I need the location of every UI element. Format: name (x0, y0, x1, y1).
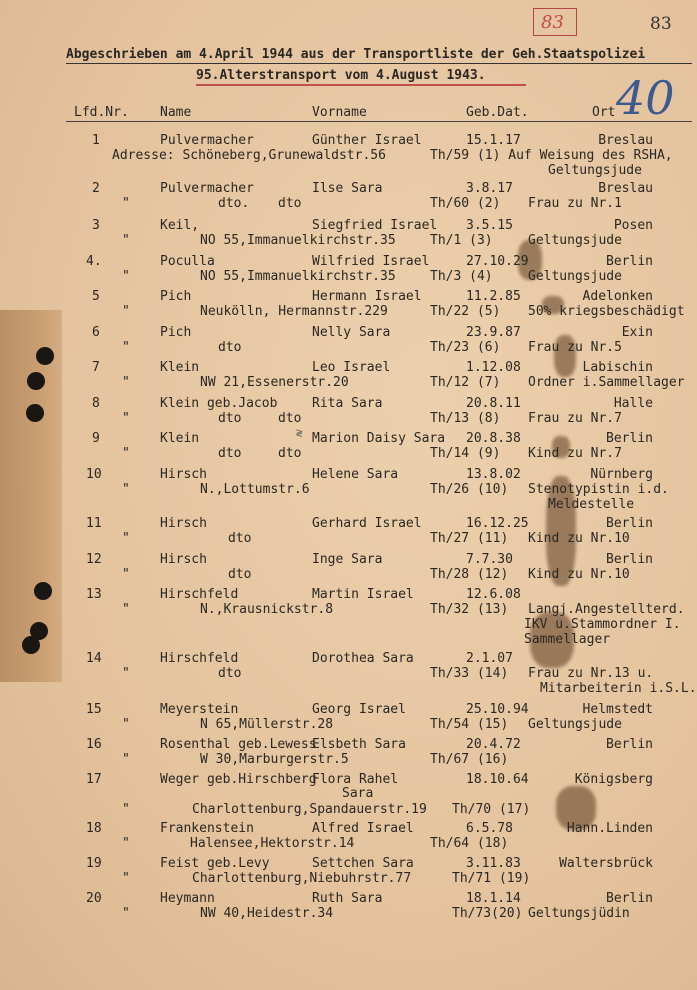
entry-remark: Frau zu Nr.7 (528, 411, 622, 426)
entry-remark: Ordner i.Sammellager (528, 375, 685, 390)
entry-place: Berlin (606, 254, 653, 269)
entry-place: Nürnberg (590, 467, 653, 482)
entry-address: dto (218, 446, 242, 461)
entry-address: Adresse: Schöneberg,Grunewaldstr.56 (112, 148, 386, 163)
entry-transport-no: Th/12 (7) (430, 375, 501, 390)
entry-transport-no: Th/1 (3) (430, 233, 493, 248)
punch-hole (27, 372, 45, 390)
entry-birthdate: 25.10.94 (466, 702, 529, 717)
title-underline (66, 63, 692, 64)
entry-vorname: Marion Daisy Sara (312, 431, 446, 446)
entry-vorname: Ilse Sara (312, 181, 383, 196)
entry-name: Keil, (160, 218, 200, 233)
entry-number: 12 (86, 552, 102, 567)
entry-name: Rosenthal geb.Lewess (160, 737, 317, 752)
entry-name: Hirschfeld (160, 651, 239, 666)
ditto-mark: " (122, 233, 130, 248)
entry-number: 16 (86, 737, 102, 752)
entry-place: Berlin (606, 891, 653, 906)
entry-number: 1 (92, 133, 100, 148)
entry-birthdate: 18.1.14 (466, 891, 521, 906)
entry-address: dto (228, 531, 252, 546)
entry-vorname: Inge Sara (312, 552, 383, 567)
entry-vorname: Günther Israel (312, 133, 422, 148)
page-number: 83 (650, 14, 672, 34)
entry-vorname: Helene Sara (312, 467, 399, 482)
entry-remark: Langj.Angestellterd. (528, 602, 685, 617)
entry-name: Pulvermacher (160, 133, 254, 148)
entry-name: Hirschfeld (160, 587, 239, 602)
ditto-mark: " (122, 482, 130, 497)
entry-address: Charlottenburg,Niebuhrstr.77 (192, 871, 412, 886)
entry-birthdate: 2.1.07 (466, 651, 513, 666)
entry-address-ditto: dto (278, 446, 302, 461)
entry-vorname: Ruth Sara (312, 891, 383, 906)
entry-transport-no: Th/70 (17) (452, 802, 531, 817)
entry-vorname: Alfred Israel (312, 821, 414, 836)
entry-number: 20 (86, 891, 102, 906)
entry-transport-no: Th/64 (18) (430, 836, 509, 851)
col-header-vorname: Vorname (312, 105, 367, 120)
entry-vorname: Flora Rahel (312, 772, 399, 787)
entry-birthdate: 13.8.02 (466, 467, 521, 482)
ditto-mark: " (122, 446, 130, 461)
entry-vorname: Leo Israel (312, 360, 391, 375)
entry-address: W 30,Marburgerstr.5 (200, 752, 349, 767)
ditto-mark: " (122, 375, 130, 390)
entry-birthdate: 12.6.08 (466, 587, 521, 602)
ditto-mark: " (122, 752, 130, 767)
entry-birthdate: 7.7.30 (466, 552, 513, 567)
entry-address-ditto: dto (278, 411, 302, 426)
col-header-ort: Ort (592, 105, 616, 120)
entry-number: 5 (92, 289, 100, 304)
entry-place: Königsberg (574, 772, 653, 787)
entry-birthdate: 1.12.08 (466, 360, 521, 375)
entry-address: dto. (218, 196, 250, 211)
entry-transport-no: Th/71 (19) (452, 871, 531, 886)
ditto-mark: " (122, 531, 130, 546)
entry-remark: Geltungsjüdin (528, 906, 630, 921)
entry-address: Neukölln, Hermannstr.229 (200, 304, 388, 319)
entry-place: Posen (613, 218, 653, 233)
entry-vorname: Settchen Sara (312, 856, 414, 871)
entry-remark: Kind zu Nr.10 (528, 567, 630, 582)
entry-transport-no: Th/23 (6) (430, 340, 501, 355)
entry-address: Halensee,Hektorstr.14 (190, 836, 355, 851)
entry-place: Berlin (606, 516, 653, 531)
entry-number: 8 (92, 396, 100, 411)
ditto-mark: " (122, 340, 130, 355)
archive-stamp-number: 83 (541, 12, 564, 33)
entry-vorname: Elsbeth Sara (312, 737, 406, 752)
entry-address: dto (228, 567, 252, 582)
entry-name: Hirsch (160, 552, 207, 567)
entry-transport-no: Th/60 (2) (430, 196, 501, 211)
entry-remark: Kind zu Nr.7 (528, 446, 622, 461)
entry-birthdate: 18.10.64 (466, 772, 529, 787)
entry-place: Helmstedt (582, 702, 653, 717)
entry-remark-cont: IKV u.Stammordner I. (524, 617, 681, 632)
entry-birthdate: 3.11.83 (466, 856, 521, 871)
entry-birthdate: 20.8.11 (466, 396, 521, 411)
entry-transport-no: Th/54 (15) (430, 717, 509, 732)
entry-remark: Stenotypistin i.d. (528, 482, 669, 497)
entry-place: Berlin (606, 552, 653, 567)
entry-name: Klein (160, 360, 200, 375)
entry-vorname: Dorothea Sara (312, 651, 414, 666)
entry-vorname: Hermann Israel (312, 289, 422, 304)
entry-number: 11 (86, 516, 102, 531)
entry-transport-no: Th/33 (14) (430, 666, 509, 681)
pencil-mark: ≷ (296, 426, 303, 439)
entry-transport-no: Th/67 (16) (430, 752, 509, 767)
entry-birthdate: 23.9.87 (466, 325, 521, 340)
entry-name: Klein (160, 431, 200, 446)
entry-number: 10 (86, 467, 102, 482)
entry-vorname: Martin Israel (312, 587, 414, 602)
entry-birthdate: 3.5.15 (466, 218, 513, 233)
entry-name: Klein geb.Jacob (160, 396, 278, 411)
ditto-mark: " (122, 602, 130, 617)
entry-name: Feist geb.Levy (160, 856, 270, 871)
transport-subtitle: 95.Alterstransport vom 4.August 1943. (196, 68, 486, 83)
entry-name: Weger geb.Hirschberg (160, 772, 317, 787)
entry-number: 3 (92, 218, 100, 233)
entry-transport-no: Th/27 (11) (430, 531, 509, 546)
entry-birthdate: 27.10.29 (466, 254, 529, 269)
entry-remark: Frau zu Nr.1 (528, 196, 622, 211)
entry-transport-no: Th/14 (9) (430, 446, 501, 461)
ditto-mark: " (122, 717, 130, 732)
entry-birthdate: 15.1.17 (466, 133, 521, 148)
entry-number: 13 (86, 587, 102, 602)
entry-remark-cont: Meldestelle (548, 497, 635, 512)
entry-name: Pulvermacher (160, 181, 254, 196)
ditto-mark: " (122, 906, 130, 921)
entry-number: 18 (86, 821, 102, 836)
entry-remark-cont: Geltungsjude (548, 163, 642, 178)
ditto-mark: " (122, 802, 130, 817)
col-header-geb: Geb.Dat. (466, 105, 529, 120)
entry-place: Breslau (598, 181, 653, 196)
entry-remark: Geltungsjude (528, 269, 622, 284)
entry-transport-no: Th/26 (10) (430, 482, 509, 497)
entry-vorname: Nelly Sara (312, 325, 391, 340)
entry-name: Heymann (160, 891, 215, 906)
entry-name: Pich (160, 289, 192, 304)
ditto-mark: " (122, 567, 130, 582)
entry-transport-no: Th/3 (4) (430, 269, 493, 284)
subtitle-underline (196, 84, 526, 86)
entry-name: Hirsch (160, 467, 207, 482)
punch-hole (26, 404, 44, 422)
entry-number: 15 (86, 702, 102, 717)
entry-vorname: Siegfried Israel (312, 218, 438, 233)
entry-place: Berlin (606, 737, 653, 752)
ditto-mark: " (122, 871, 130, 886)
ditto-mark: " (122, 269, 130, 284)
entry-birthdate: 20.8.38 (466, 431, 521, 446)
entry-address: NO 55,Immanuelkirchstr.35 (200, 269, 396, 284)
entry-vorname: Wilfried Israel (312, 254, 430, 269)
entry-number: 14 (86, 651, 102, 666)
entry-transport-no: Th/73(20) (452, 906, 523, 921)
ditto-mark: " (122, 411, 130, 426)
entry-transport-no: Th/59 (1) Auf Weisung des RSHA, (430, 148, 673, 163)
entry-place: Hann.Linden (566, 821, 653, 836)
entry-vorname: Georg Israel (312, 702, 406, 717)
entry-remark: Frau zu Nr.13 u. (528, 666, 654, 681)
entry-remark: Geltungsjude (528, 717, 622, 732)
entry-number: 17 (86, 772, 102, 787)
entry-place: Adelonken (582, 289, 653, 304)
entry-name: Frankenstein (160, 821, 254, 836)
entry-remark-cont: Sammellager (524, 632, 611, 647)
entry-remark: Geltungsjude (528, 233, 622, 248)
entry-number: 19 (86, 856, 102, 871)
ditto-mark: " (122, 836, 130, 851)
entry-vorname-cont: Sara (342, 786, 374, 801)
entry-remark: Kind zu Nr.10 (528, 531, 630, 546)
entry-number: 4. (86, 254, 102, 269)
entry-name: Pich (160, 325, 192, 340)
punch-hole (22, 636, 40, 654)
col-header-nr: Lfd.Nr. (74, 105, 129, 120)
entry-number: 6 (92, 325, 100, 340)
punch-hole (34, 582, 52, 600)
ditto-mark: " (122, 304, 130, 319)
entry-remark-cont: Mitarbeiterin i.S.L. (540, 681, 697, 696)
header-rule (66, 121, 692, 122)
entry-address: NW 40,Heidestr.34 (200, 906, 334, 921)
punch-hole (36, 347, 54, 365)
entry-transport-no: Th/22 (5) (430, 304, 501, 319)
entry-place: Waltersbrück (559, 856, 653, 871)
entry-remark: 50% kriegsbeschädigt (528, 304, 685, 319)
entry-place: Exin (621, 325, 653, 340)
entry-address: N.,Lottumstr.6 (200, 482, 310, 497)
ditto-mark: " (122, 666, 130, 681)
col-header-name: Name (160, 105, 192, 120)
entry-name: Hirsch (160, 516, 207, 531)
entry-address-ditto: dto (278, 196, 302, 211)
entry-birthdate: 6.5.78 (466, 821, 513, 836)
entry-address: dto (218, 340, 242, 355)
entry-place: Labischin (582, 360, 653, 375)
entry-birthdate: 11.2.85 (466, 289, 521, 304)
handwritten-note (612, 66, 692, 122)
entry-name: Meyerstein (160, 702, 239, 717)
entry-remark: Frau zu Nr.5 (528, 340, 622, 355)
entry-place: Breslau (598, 133, 653, 148)
svg-text:40: 40 (616, 71, 675, 122)
entry-vorname: Rita Sara (312, 396, 383, 411)
entry-address: N 65,Müllerstr.28 (200, 717, 334, 732)
entry-address: NW 21,Essenerstr.20 (200, 375, 349, 390)
entry-address: NO 55,Immanuelkirchstr.35 (200, 233, 396, 248)
entry-address: Charlottenburg,Spandauerstr.19 (192, 802, 427, 817)
entry-vorname: Gerhard Israel (312, 516, 422, 531)
entry-place: Berlin (606, 431, 653, 446)
entry-transport-no: Th/13 (8) (430, 411, 501, 426)
entry-name: Poculla (160, 254, 215, 269)
entry-transport-no: Th/32 (13) (430, 602, 509, 617)
ditto-mark: " (122, 196, 130, 211)
entry-birthdate: 3.8.17 (466, 181, 513, 196)
entry-birthdate: 20.4.72 (466, 737, 521, 752)
entry-birthdate: 16.12.25 (466, 516, 529, 531)
entry-transport-no: Th/28 (12) (430, 567, 509, 582)
entry-address: dto (218, 666, 242, 681)
entry-number: 2 (92, 181, 100, 196)
entry-number: 9 (92, 431, 100, 446)
entry-number: 7 (92, 360, 100, 375)
entry-address: N.,Krausnickstr.8 (200, 602, 334, 617)
entry-place: Halle (613, 396, 653, 411)
document-title: Abgeschrieben am 4.April 1944 aus der Transportliste der Geh.Staatspolizei (66, 47, 646, 62)
entry-address: dto (218, 411, 242, 426)
